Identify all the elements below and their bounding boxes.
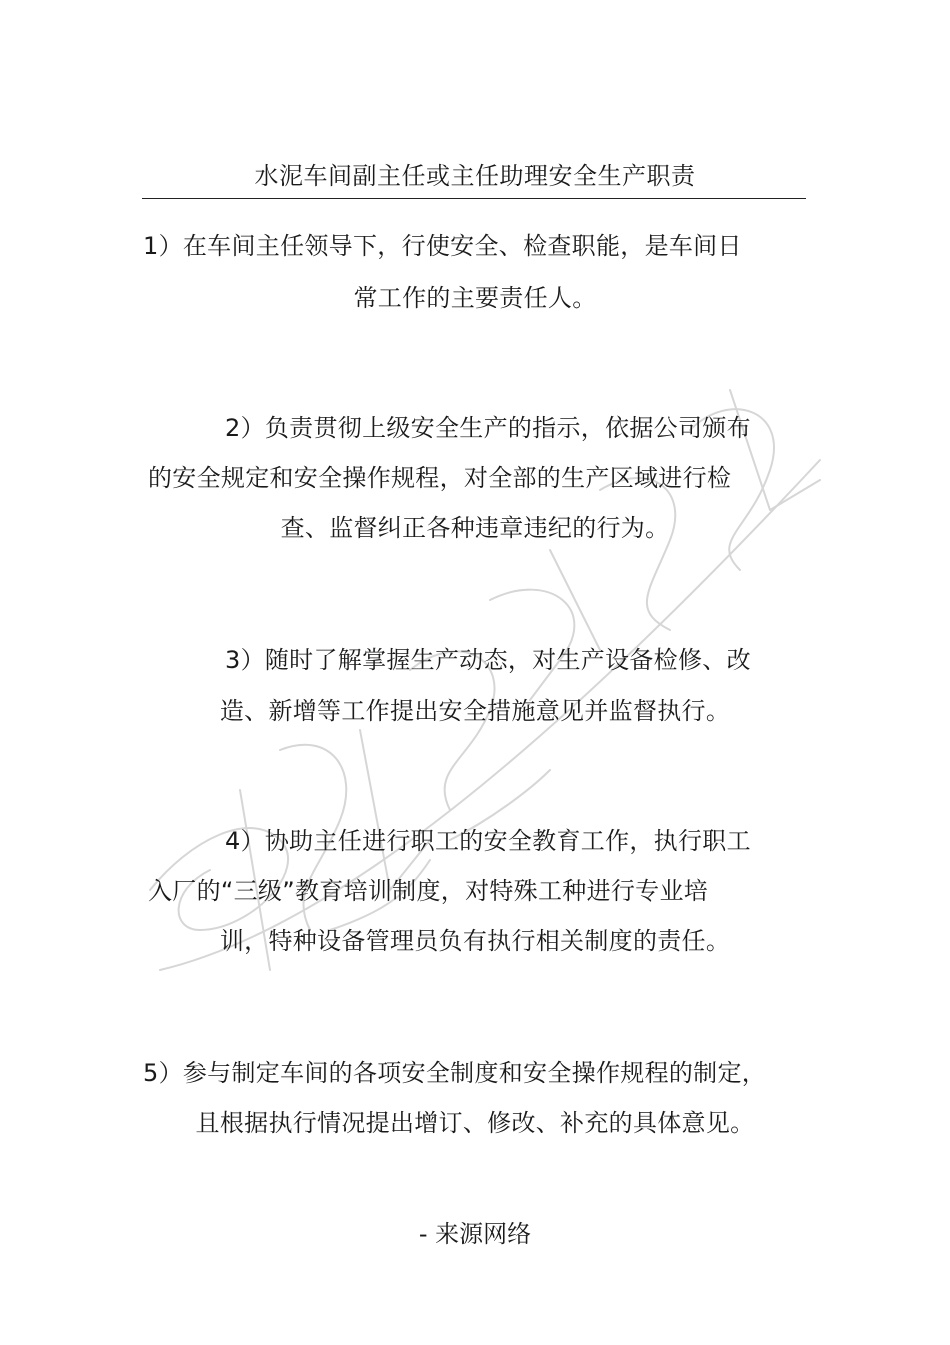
item-2-line-3: 查、监督纠正各种违章违纪的行为。 xyxy=(280,514,670,542)
item-4-line-2: 入厂的“三级”教育培训制度，对特殊工种进行专业培 xyxy=(148,877,709,905)
item-4-line-1: 4）协助主任进行职工的安全教育工作，执行职工 xyxy=(225,827,751,855)
item-5-line-2: 且根据执行情况提出增订、修改、补充的具体意见。 xyxy=(195,1109,755,1137)
item-1-line-1: 1）在车间主任领导下，行使安全、检查职能，是车间日 xyxy=(143,232,742,260)
item-3-line-2: 造、新增等工作提出安全措施意见并监督执行。 xyxy=(219,697,731,725)
item-1-line-2: 常工作的主要责任人。 xyxy=(353,284,597,312)
title-divider xyxy=(142,198,806,199)
item-2-line-2: 的安全规定和安全操作规程，对全部的生产区域进行检 xyxy=(148,464,732,492)
document-title: 水泥车间副主任或主任助理安全生产职责 xyxy=(254,162,696,190)
source-footer: - 来源网络 xyxy=(418,1220,532,1248)
item-3-line-1: 3）随时了解掌握生产动态，对生产设备检修、改 xyxy=(225,646,751,674)
item-4-line-3: 训，特种设备管理员负有执行相关制度的责任。 xyxy=(219,927,731,955)
item-5-line-1: 5）参与制定车间的各项安全制度和安全操作规程的制定， xyxy=(143,1059,767,1087)
item-2-line-1: 2）负责贯彻上级安全生产的指示，依据公司颁布 xyxy=(225,414,751,442)
